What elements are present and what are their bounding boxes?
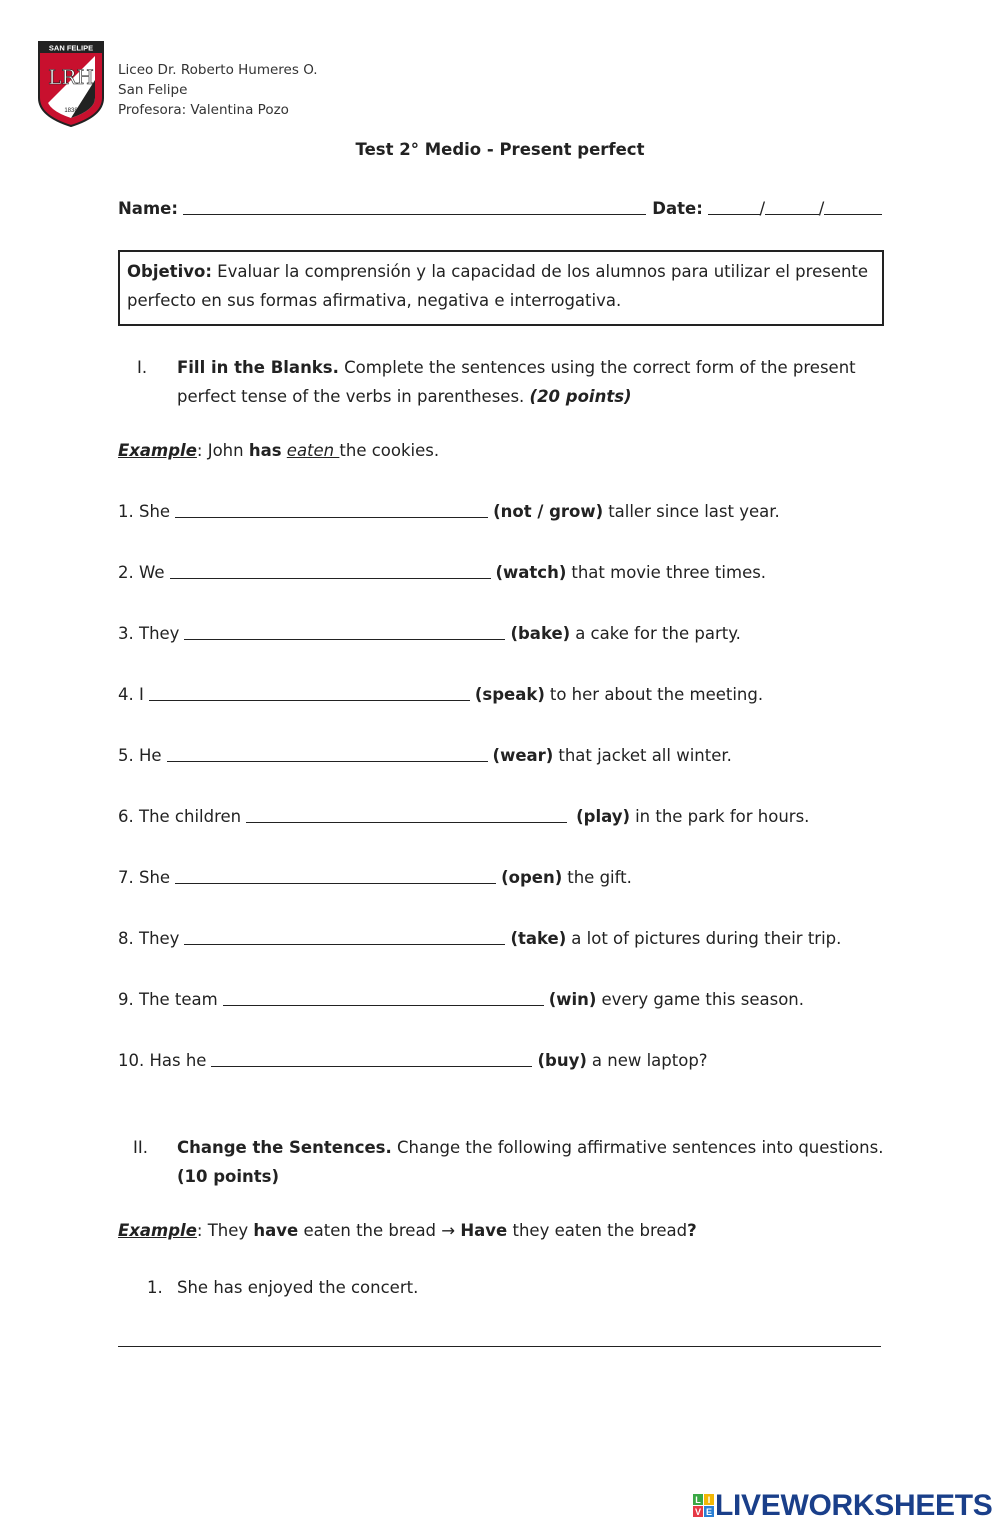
section-2-example: Example: They have eaten the bread → Have they eaten the bread? bbox=[118, 1221, 697, 1240]
answer-blank-3[interactable] bbox=[184, 621, 505, 640]
section-2-numeral: II. bbox=[133, 1138, 148, 1157]
liveworksheets-blocks-icon bbox=[693, 1493, 715, 1519]
answer-blank-2[interactable] bbox=[170, 560, 491, 579]
question-5: 5. He (wear) that jacket all winter. bbox=[118, 741, 732, 765]
change-sentence-1-text: She has enjoyed the concert. bbox=[177, 1278, 419, 1297]
change-sentence-1 bbox=[147, 1278, 419, 1297]
change-sentence-1-number: 1. bbox=[147, 1278, 163, 1297]
name-date-row: Name: Date: / / bbox=[118, 196, 882, 218]
answer-blank-1[interactable] bbox=[175, 499, 488, 518]
question-7: 7. She (open) the gift. bbox=[118, 863, 632, 887]
school-name: Liceo Dr. Roberto Humeres O. bbox=[118, 62, 318, 78]
answer-blank-7[interactable] bbox=[175, 865, 496, 884]
answer-blank-10[interactable] bbox=[211, 1048, 532, 1067]
svg-text:E: E bbox=[705, 1507, 713, 1517]
date-month-field[interactable] bbox=[765, 196, 819, 215]
svg-text:I: I bbox=[707, 1495, 711, 1505]
question-2: 2. We (watch) that movie three times. bbox=[118, 558, 766, 582]
test-title: Test 2° Medio - Present perfect bbox=[355, 140, 645, 159]
objective-label: Objetivo: bbox=[127, 262, 212, 281]
question-4: 4. I (speak) to her about the meeting. bbox=[118, 680, 763, 704]
name-label: Name: bbox=[118, 199, 178, 218]
liveworksheets-wordmark: LIVEWORKSHEETS bbox=[715, 1489, 993, 1522]
section-2-title: Change the Sentences. bbox=[177, 1138, 392, 1157]
question-1: 1. She (not / grow) taller since last year. bbox=[118, 497, 780, 521]
answer-blank-4[interactable] bbox=[149, 682, 470, 701]
change-sentence-1-answer-line[interactable] bbox=[118, 1346, 881, 1347]
section-1-instructions: Complete the sentences using the correct form of the present perfect tense of the verbs in parentheses. bbox=[177, 358, 856, 406]
question-6: 6. The children (play) in the park for hours. bbox=[118, 802, 809, 826]
svg-text:V: V bbox=[694, 1507, 702, 1517]
section-2-instructions: Change the following affirmative sentences into questions. bbox=[391, 1138, 884, 1157]
objective-box bbox=[118, 250, 884, 326]
logo-top-text: SAN FELIPE bbox=[48, 43, 94, 53]
question-10: 10. Has he (buy) a new laptop? bbox=[118, 1046, 708, 1070]
question-3: 3. They (bake) a cake for the party. bbox=[118, 619, 741, 643]
date-year-field[interactable] bbox=[824, 196, 882, 215]
answer-blank-8[interactable] bbox=[184, 926, 505, 945]
section-1-numeral: I. bbox=[137, 358, 148, 377]
name-field[interactable] bbox=[183, 196, 646, 215]
answer-blank-5[interactable] bbox=[167, 743, 488, 762]
date-label: Date: bbox=[652, 199, 703, 218]
logo-year: 1838 bbox=[64, 108, 78, 114]
school-crest-logo bbox=[37, 40, 105, 128]
school-city: San Felipe bbox=[118, 82, 188, 98]
section-1-example: Example: John has eaten the cookies. bbox=[118, 441, 440, 460]
liveworksheets-watermark bbox=[693, 1489, 993, 1523]
question-8: 8. They (take) a lot of pictures during their trip. bbox=[118, 924, 841, 948]
svg-text:L: L bbox=[695, 1495, 701, 1505]
school-header bbox=[118, 60, 318, 120]
question-9: 9. The team (win) every game this season. bbox=[118, 985, 804, 1009]
section-2-points: (10 points) bbox=[177, 1166, 280, 1186]
answer-blank-9[interactable] bbox=[223, 987, 544, 1006]
section-1-title: Fill in the Blanks. bbox=[177, 358, 339, 377]
logo-letters: LRH bbox=[48, 65, 94, 89]
objective-text: Evaluar la comprensión y la capacidad de los alumnos para utilizar el presente perfecto en sus formas afirmativa, negativa e interrogativa. bbox=[127, 262, 869, 310]
teacher-name: Profesora: Valentina Pozo bbox=[118, 102, 289, 118]
answer-blank-6[interactable] bbox=[246, 804, 567, 823]
section-1-points: (20 points) bbox=[529, 386, 632, 406]
date-day-field[interactable] bbox=[708, 196, 760, 215]
